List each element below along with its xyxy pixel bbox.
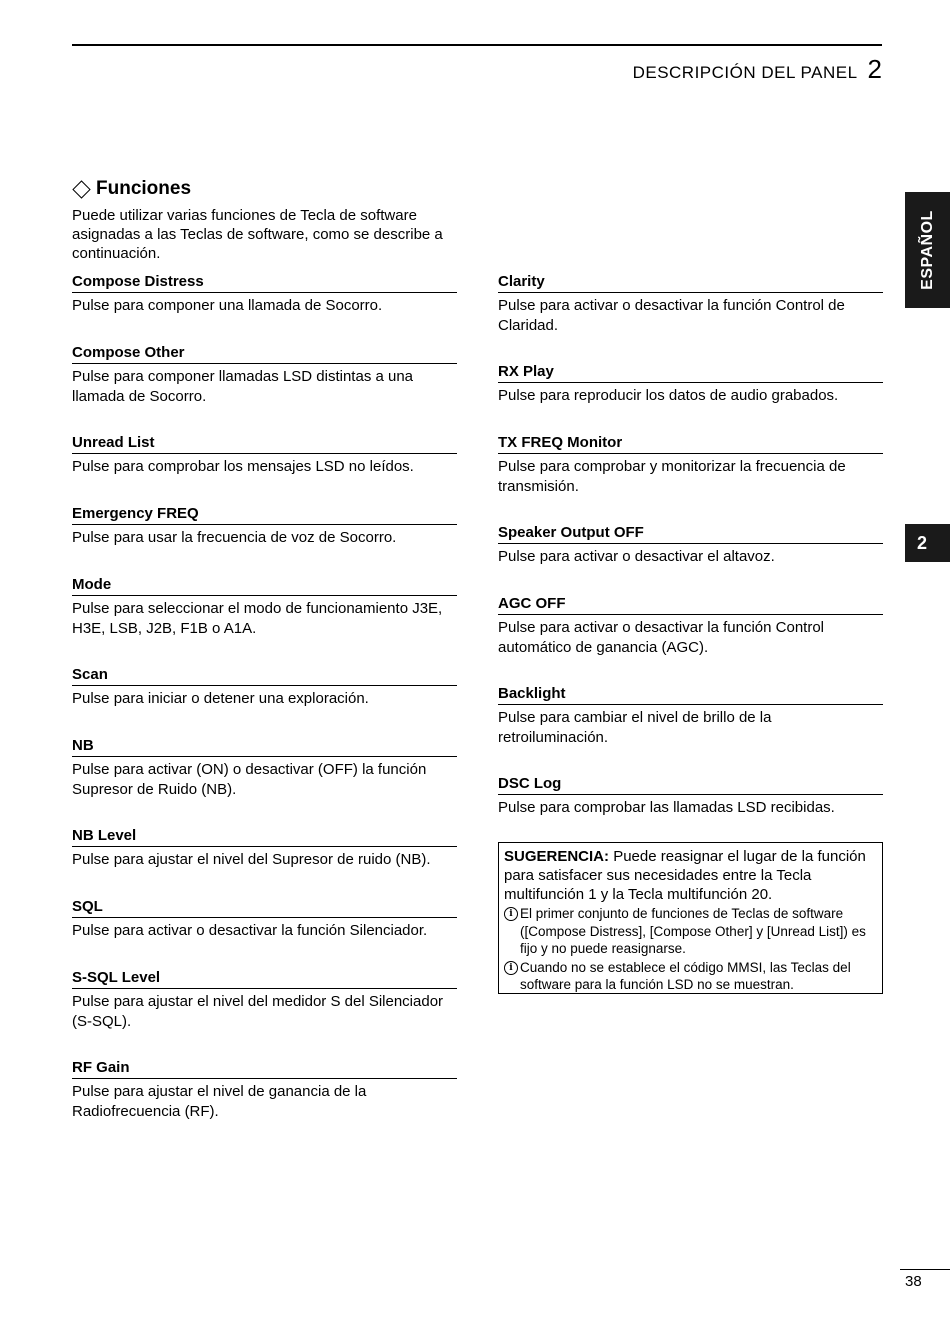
section-heading bbox=[72, 178, 191, 200]
function-name: Speaker Output OFF bbox=[498, 524, 883, 544]
function-nb-level bbox=[72, 827, 457, 870]
function-description: Pulse para ajustar el nivel del Supresor de ruido (NB). bbox=[72, 851, 431, 868]
function-name: Unread List bbox=[72, 434, 457, 454]
function-nb bbox=[72, 737, 457, 799]
tip-main-text bbox=[504, 847, 877, 904]
function-description: Pulse para comprobar las llamadas LSD recibidas. bbox=[498, 799, 835, 816]
tip-text: Puede reasignar el lugar de la función para satisfacer sus necesidades entre la Tecla multifunción 1 y la Tecla multifunción 20. bbox=[504, 848, 866, 903]
function-description: Pulse para componer llamadas LSD distintas a una llamada de Socorro. bbox=[72, 368, 414, 405]
function-clarity bbox=[498, 273, 883, 335]
function-sql bbox=[72, 898, 457, 941]
function-name: Backlight bbox=[498, 685, 883, 705]
function-description: Pulse para comprobar los mensajes LSD no leídos. bbox=[72, 458, 414, 475]
function-name: S-SQL Level bbox=[72, 969, 457, 989]
function-name: Emergency FREQ bbox=[72, 505, 457, 525]
function-name: Compose Distress bbox=[72, 273, 457, 293]
diamond-icon bbox=[72, 180, 90, 198]
function-tx-freq-monitor bbox=[498, 434, 883, 496]
section-title: Funciones bbox=[96, 178, 192, 199]
function-description: Pulse para seleccionar el modo de funcionamiento J3E, H3E, LSB, J2B, F1B o A1A. bbox=[72, 600, 443, 637]
tip-note bbox=[504, 959, 877, 994]
function-description: Pulse para reproducir los datos de audio grabados. bbox=[498, 387, 839, 404]
function-s-sql-level bbox=[72, 969, 457, 1031]
language-tab bbox=[905, 192, 950, 308]
header-chapter-number: 2 bbox=[867, 54, 882, 84]
tip-note-text: El primer conjunto de funciones de Teclas de software ([Compose Distress], [Compose Other] y [Unread List]) es fijo y no puede reasignarse. bbox=[520, 906, 866, 956]
function-name: Mode bbox=[72, 576, 457, 596]
function-backlight bbox=[498, 685, 883, 747]
section-intro: Puede utilizar varias funciones de Tecla de software asignadas a las Teclas de software, como se describe a continuación. bbox=[72, 207, 443, 262]
function-name: RX Play bbox=[498, 363, 883, 383]
function-description: Pulse para ajustar el nivel de ganancia de la Radiofrecuencia (RF). bbox=[72, 1083, 367, 1120]
function-description: Pulse para iniciar o detener una exploración. bbox=[72, 690, 369, 707]
function-name: Clarity bbox=[498, 273, 883, 293]
footer-rule bbox=[900, 1269, 950, 1270]
tip-label: SUGERENCIA: bbox=[504, 848, 610, 865]
function-description: Pulse para activar o desactivar la función Control de Claridad. bbox=[498, 297, 845, 334]
header-rule bbox=[72, 44, 882, 46]
page-number: 38 bbox=[905, 1273, 922, 1290]
info-icon: i bbox=[504, 961, 518, 975]
function-rf-gain bbox=[72, 1059, 457, 1121]
function-compose-distress bbox=[72, 273, 457, 316]
tip-note-text: Cuando no se establece el código MMSI, las Teclas del software para la función LSD no se muestran. bbox=[520, 959, 851, 992]
function-mode bbox=[72, 576, 457, 638]
page-header bbox=[633, 54, 882, 85]
chapter-tab: 2 bbox=[905, 524, 950, 562]
function-name: Scan bbox=[72, 666, 457, 686]
header-title: DESCRIPCIÓN DEL PANEL bbox=[632, 63, 858, 82]
function-description: Pulse para activar o desactivar el altavoz. bbox=[498, 548, 775, 565]
function-description: Pulse para activar (ON) o desactivar (OFF) la función Supresor de Ruido (NB). bbox=[72, 761, 427, 798]
function-name: SQL bbox=[72, 898, 457, 918]
function-compose-other bbox=[72, 344, 457, 406]
function-description: Pulse para componer una llamada de Socorro. bbox=[72, 297, 383, 314]
function-agc-off bbox=[498, 595, 883, 657]
function-description: Pulse para comprobar y monitorizar la frecuencia de transmisión. bbox=[498, 458, 846, 495]
function-dsc-log bbox=[498, 775, 883, 818]
function-name: DSC Log bbox=[498, 775, 883, 795]
tip-note bbox=[504, 905, 877, 958]
info-icon: i bbox=[504, 907, 518, 921]
language-tab-label: ESPAÑOL bbox=[918, 210, 936, 290]
function-description: Pulse para ajustar el nivel del medidor S del Silenciador (S-SQL). bbox=[72, 993, 444, 1030]
function-name: RF Gain bbox=[72, 1059, 457, 1079]
function-name: TX FREQ Monitor bbox=[498, 434, 883, 454]
function-rx-play bbox=[498, 363, 883, 406]
function-emergency-freq bbox=[72, 505, 457, 548]
function-name: AGC OFF bbox=[498, 595, 883, 615]
function-unread-list bbox=[72, 434, 457, 477]
function-name: Compose Other bbox=[72, 344, 457, 364]
function-scan bbox=[72, 666, 457, 709]
function-description: Pulse para cambiar el nivel de brillo de la retroiluminación. bbox=[498, 709, 772, 746]
function-speaker-output-off bbox=[498, 524, 883, 567]
function-description: Pulse para usar la frecuencia de voz de Socorro. bbox=[72, 529, 397, 546]
function-name: NB Level bbox=[72, 827, 457, 847]
function-description: Pulse para activar o desactivar la función Silenciador. bbox=[72, 922, 428, 939]
tip-box bbox=[498, 842, 883, 994]
function-description: Pulse para activar o desactivar la función Control automático de ganancia (AGC). bbox=[498, 619, 825, 656]
function-name: NB bbox=[72, 737, 457, 757]
